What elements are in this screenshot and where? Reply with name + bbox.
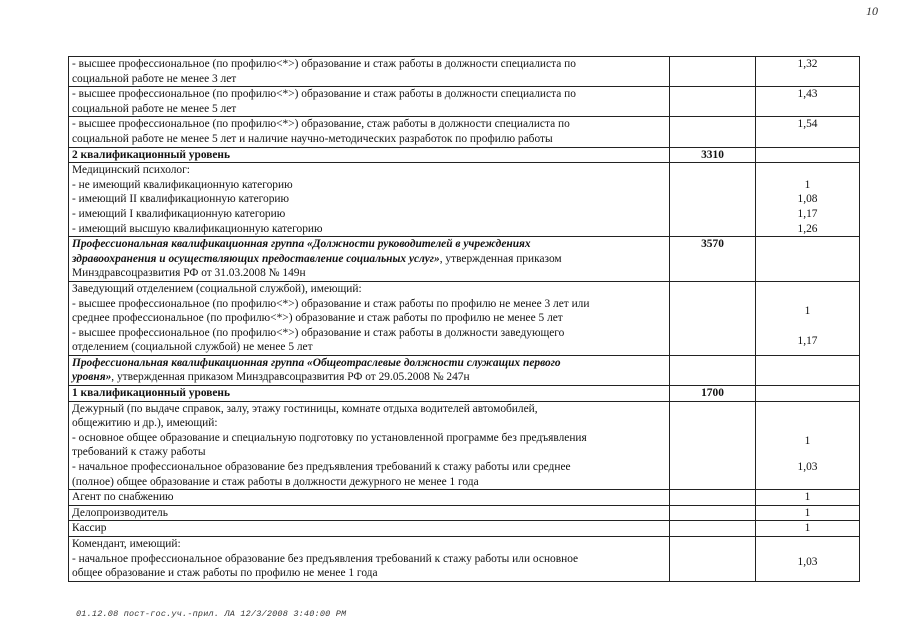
text-line: - высшее профессиональное (по профилю<*>) образование и стаж работы в должности специалиста по (72, 88, 576, 101)
salary-cell (670, 117, 756, 147)
text-line: социальной работе не менее 5 лет (72, 102, 237, 115)
text-line: - имеющий I квалификационную категорию (72, 207, 286, 220)
position-cell (69, 521, 670, 537)
position-cell (69, 57, 670, 87)
coefficient-cell: 1,43 (756, 87, 860, 117)
coefficient-cell (756, 386, 860, 402)
coefficient-cell (756, 355, 860, 385)
position-cell (69, 117, 670, 147)
salary-cell (670, 163, 756, 237)
position-cell (69, 537, 670, 582)
qualification-level-label: 1 квалификационный уровень (69, 386, 670, 402)
group-title: уровня» (72, 371, 112, 384)
coefficient-value: 1 (804, 304, 811, 317)
text-line: - начальное профессиональное образование без предъявления требований к стажу работы или основное (72, 552, 579, 565)
salary-cell (670, 87, 756, 117)
salary-cell: 1700 (670, 386, 756, 402)
text-line: - высшее профессиональное (по профилю<*>) образование, стаж работы в должности специалиста по (72, 118, 570, 131)
text-line: требований к стажу работы (72, 446, 206, 459)
coefficient-value: 1 (804, 178, 811, 191)
table-row (69, 57, 860, 87)
text-line: Делопроизводитель (72, 506, 168, 519)
text-line: среднее профессиональное (по профилю<*>) образование и стаж работы по профилю не менее 5 лет (72, 312, 563, 325)
table-row (69, 147, 860, 163)
coefficient-cell (756, 537, 860, 582)
group-approval-text: , утвержденная приказом (439, 252, 562, 265)
coefficient-cell (756, 237, 860, 282)
coefficient-value: 1,17 (797, 207, 818, 220)
text-line: - имеющий II квалификационную категорию (72, 193, 290, 206)
salary-cell: 3570 (670, 237, 756, 282)
table-row (69, 237, 860, 282)
position-cell (69, 87, 670, 117)
table-row (69, 163, 860, 237)
text-line: - высшее профессиональное (по профилю<*>) образование и стаж работы по профилю не менее 3 лет или (72, 297, 590, 310)
page-number: 10 (866, 4, 878, 18)
position-cell (69, 505, 670, 521)
text-line: отделением (социальной службой) не менее 5 лет (72, 341, 313, 354)
table-row (69, 490, 860, 506)
coefficient-cell (756, 401, 860, 490)
text-line: - высшее профессиональное (по профилю<*>) образование и стаж работы в должности заведующего (72, 326, 565, 339)
coefficient-cell: 1,32 (756, 57, 860, 87)
table-row (69, 401, 860, 490)
table-row (69, 537, 860, 582)
position-cell (69, 401, 670, 490)
group-approval-text: , утвержденная приказом Минздравсоцразвития РФ от 29.05.2008 № 247н (111, 371, 470, 384)
salary-cell (670, 281, 756, 355)
table-row (69, 281, 860, 355)
text-line: (полное) общее образование и стаж работы в должности дежурного не менее 1 года (72, 475, 479, 488)
coefficient-cell (756, 147, 860, 163)
group-title: Профессиональная квалификационная группа «Общеотраслевые должности служащих первого (72, 356, 561, 369)
coefficient-value: 1,03 (797, 461, 818, 474)
table-row (69, 505, 860, 521)
table-row (69, 87, 860, 117)
coefficient-value: 1,08 (797, 193, 818, 206)
qualification-level-label: 2 квалификационный уровень (69, 147, 670, 163)
coefficient-value: 1,17 (797, 335, 818, 348)
coefficient-cell: 1 (756, 521, 860, 537)
group-title-cell (69, 355, 670, 385)
salary-coefficient-table (68, 56, 860, 582)
text-line: - основное общее образование и специальную подготовку по установленной программе без предъявления (72, 431, 587, 444)
group-title: здравоохранения и осуществляющих предоставление социальных услуг» (72, 252, 440, 265)
text-line: общежитию и др.), имеющий: (72, 417, 218, 430)
coefficient-value: 1,26 (797, 222, 818, 235)
text-line: Агент по снабжению (72, 491, 174, 504)
coefficient-value: 1 (804, 434, 811, 447)
text-line: социальной работе не менее 5 лет и наличие научно-методических разработок по профилю работы (72, 132, 553, 145)
coefficient-cell (756, 281, 860, 355)
salary-cell (670, 401, 756, 490)
text-line: социальной работе не менее 3 лет (72, 72, 237, 85)
salary-cell (670, 505, 756, 521)
coefficient-cell: 1,54 (756, 117, 860, 147)
text-line: - начальное профессиональное образование без предъявления требований к стажу работы или среднее (72, 461, 571, 474)
footer-stamp: 01.12.08 пост-гос.уч.-прил. ЛА 12/3/2008 3:40:00 PM (76, 609, 347, 619)
group-approval-text: Минздравсоцразвития РФ от 31.03.2008 № 149н (72, 267, 306, 280)
coefficient-value: 1,03 (797, 555, 818, 568)
text-line: Комендант, имеющий: (72, 538, 181, 550)
coefficient-cell (756, 163, 860, 237)
group-title: Профессиональная квалификационная группа «Должности руководителей в учреждениях (72, 238, 531, 251)
salary-cell (670, 537, 756, 582)
position-cell (69, 281, 670, 355)
table-row (69, 386, 860, 402)
table-row (69, 117, 860, 147)
group-title-cell (69, 237, 670, 282)
table-row (69, 521, 860, 537)
coefficient-cell: 1 (756, 490, 860, 506)
text-line: общее образование и стаж работы по профилю не менее 1 года (72, 567, 378, 580)
salary-cell (670, 57, 756, 87)
text-line: - высшее профессиональное (по профилю<*>) образование и стаж работы в должности специалиста по (72, 58, 576, 70)
text-line: Медицинский психолог: (72, 164, 190, 177)
position-cell (69, 163, 670, 237)
salary-cell: 3310 (670, 147, 756, 163)
coefficient-cell: 1 (756, 505, 860, 521)
position-cell (69, 490, 670, 506)
text-line: Дежурный (по выдаче справок, залу, этажу гостиницы, комнате отдыха водителей автомобилей, (72, 402, 538, 415)
text-line: Заведующий отделением (социальной службой), имеющий: (72, 282, 362, 295)
salary-cell (670, 521, 756, 537)
table-row (69, 355, 860, 385)
text-line: - не имеющий квалификационную категорию (72, 178, 293, 191)
salary-cell (670, 490, 756, 506)
salary-cell (670, 355, 756, 385)
text-line: - имеющий высшую квалификационную категорию (72, 222, 323, 235)
text-line: Кассир (72, 522, 107, 535)
